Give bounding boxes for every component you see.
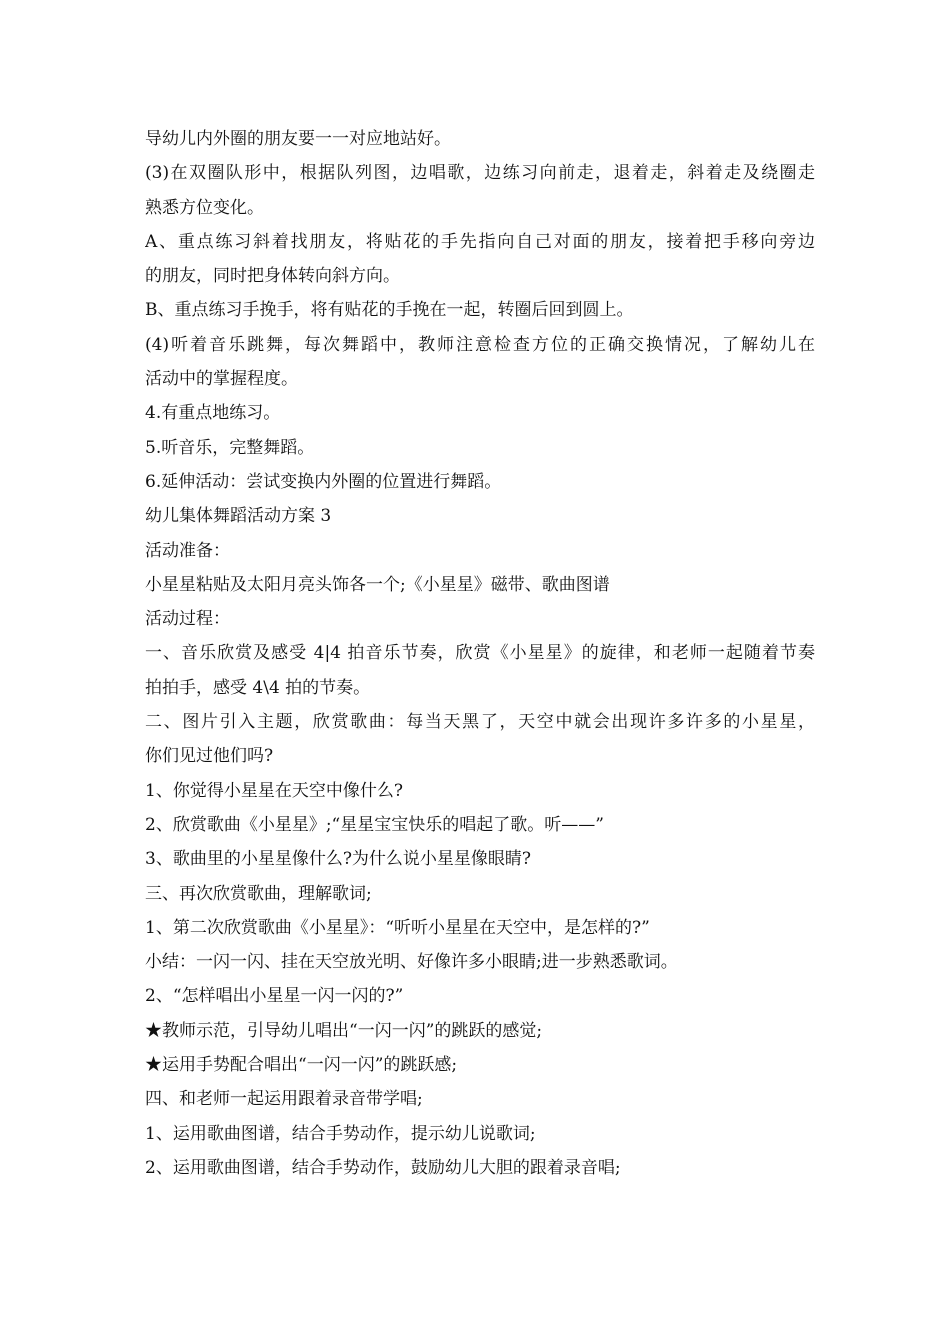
text-line: 5.听音乐，完整舞蹈。	[145, 437, 315, 458]
text-line: 四、和老师一起运用跟着录音带学唱;	[145, 1089, 423, 1110]
text-line: ★运用手势配合唱出“一闪一闪”的跳跃感;	[145, 1055, 458, 1076]
text-line: ★教师示范，引导幼儿唱出“一闪一闪”的跳跃的感觉;	[145, 1020, 543, 1041]
text-line: 三、再次欣赏歌曲，理解歌词;	[145, 883, 372, 904]
text-line: 6.延伸活动：尝试变换内外圈的位置进行舞蹈。	[145, 471, 502, 492]
text-line: 2、运用歌曲图谱，结合手势动作，鼓励幼儿大胆的跟着录音唱;	[145, 1157, 621, 1178]
text-line: 你们见过他们吗?	[145, 746, 274, 767]
text-line: 熟悉方位变化。	[145, 197, 264, 218]
text-line: 一、音乐欣赏及感受 4|4 拍音乐节奏，欣赏《小星星》的旋律，和老师一起随着节奏	[145, 643, 815, 664]
text-line: 小星星粘贴及太阳月亮头饰各一个;《小星星》磁带、歌曲图谱	[145, 574, 610, 595]
text-line: (4)听着音乐跳舞，每次舞蹈中，教师注意检查方位的正确交换情况，了解幼儿在	[145, 334, 815, 355]
text-line: A、重点练习斜着找朋友，将贴花的手先指向自己对面的朋友，接着把手移向旁边	[145, 231, 815, 252]
text-line: 3、歌曲里的小星星像什么?为什么说小星星像眼睛?	[145, 849, 532, 870]
text-line: 活动准备：	[145, 540, 230, 561]
text-line: 的朋友，同时把身体转向斜方向。	[145, 266, 400, 287]
text-line: 拍拍手，感受 4\4 拍的节奏。	[145, 677, 371, 698]
text-line: (3)在双圈队形中，根据队列图，边唱歌，边练习向前走，退着走，斜着走及绕圈走	[145, 163, 815, 184]
text-line: 2、欣赏歌曲《小星星》;“星星宝宝快乐的唱起了歌。听——”	[145, 814, 604, 835]
text-line: 幼儿集体舞蹈活动方案 3	[145, 506, 332, 527]
text-line: 4.有重点地练习。	[145, 403, 281, 424]
text-line: 小结：一闪一闪、挂在天空放光明、好像许多小眼睛;进一步熟悉歌词。	[145, 952, 678, 973]
text-line: B、重点练习手挽手，将有贴花的手挽在一起，转圈后回到圆上。	[145, 300, 634, 321]
text-line: 活动中的掌握程度。	[145, 369, 298, 390]
text-line: 2、“怎样唱出小星星一闪一闪的?”	[145, 986, 404, 1007]
text-line: 1、你觉得小星星在天空中像什么?	[145, 780, 403, 801]
text-line: 1、第二次欣赏歌曲《小星星》：“听听小星星在天空中，是怎样的?”	[145, 917, 650, 938]
document-body	[145, 122, 815, 1185]
text-line: 1、运用歌曲图谱，结合手势动作，提示幼儿说歌词;	[145, 1123, 536, 1144]
text-line: 导幼儿内外圈的朋友要一一对应地站好。	[145, 129, 451, 149]
text-line: 活动过程：	[145, 609, 230, 630]
text-line: 二、图片引入主题，欣赏歌曲：每当天黑了，天空中就会出现许多许多的小星星，	[145, 712, 815, 733]
